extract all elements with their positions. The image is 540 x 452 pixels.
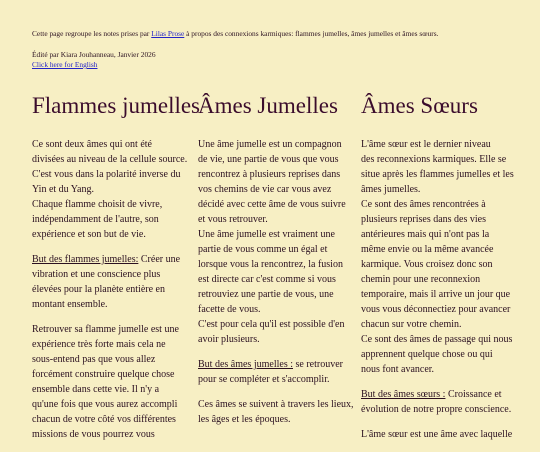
paragraph-first-line	[32, 252, 181, 267]
text-line: facette de vous.	[198, 304, 261, 315]
intro-text	[32, 29, 532, 39]
text-line: divisées au niveau de la cellule source.	[32, 154, 188, 165]
column-body	[198, 137, 354, 427]
goal-text: Croissance et	[445, 389, 502, 400]
text-line: même envie ou la même avancée	[361, 244, 494, 255]
column-ames-jumelles	[198, 91, 354, 437]
paragraph	[32, 322, 179, 442]
text-line: et vous retrouver.	[198, 214, 268, 225]
column-title: Âmes Jumelles	[198, 93, 338, 118]
text-line: vos chemins de vie car vous avez	[198, 184, 332, 195]
paragraph	[198, 357, 343, 387]
text-line: situe après les flammes jumelles et les	[361, 169, 514, 180]
column-flammes-jumelles	[32, 91, 201, 452]
text-line: évolution de notre propre conscience.	[361, 404, 512, 415]
text-line: C'est vous dans la polarité inverse du	[32, 169, 181, 180]
text-line: L'âme sœur est une âme avec laquelle	[361, 429, 513, 440]
paragraph	[32, 252, 181, 312]
goal-label: But des âmes jumelles :	[198, 359, 293, 370]
column-body	[361, 137, 514, 442]
text-line: karmique. Vous croisez donc son	[361, 259, 493, 270]
column-title: Âmes Sœurs	[361, 93, 478, 118]
text-line: Retrouver sa flamme jumelle est une	[32, 324, 179, 335]
paragraph	[361, 137, 514, 377]
goal-text: se retrouver	[293, 359, 343, 370]
text-line: Yin et du Yang.	[32, 184, 94, 195]
paragraph	[198, 137, 346, 347]
page-header	[32, 29, 532, 70]
text-line: vibration et une conscience plus	[32, 269, 161, 280]
text-line: indépendamment de l'autre, son	[32, 214, 159, 225]
paragraph	[361, 427, 513, 442]
text-line: est directe car c'est comme si vous	[198, 274, 336, 285]
paragraph-first-line	[198, 357, 343, 372]
text-line: les âges et les époques.	[198, 414, 291, 425]
text-line: chacun sur votre chemin.	[361, 319, 462, 330]
text-line: montant ensemble.	[32, 299, 108, 310]
columns	[32, 91, 532, 440]
text-line: forcément construire quelque chose	[32, 369, 175, 380]
text-line: partie de vous comme un égal et	[198, 244, 328, 255]
text-line: plusieurs reprises dans des vies	[361, 214, 486, 225]
text-line: L'âme sœur est le dernier niveau	[361, 139, 491, 150]
english-link[interactable]: Click here for English	[32, 60, 98, 69]
text-line: apprennent quelque chose ou qui	[361, 349, 493, 360]
text-line: qu'une fois que vous aurez accompli	[32, 399, 178, 410]
text-line: Ce sont deux âmes qui ont été	[32, 139, 152, 150]
text-line: Une âme jumelle est un compagnon	[198, 139, 342, 150]
text-line: sous-entend pas que vous allez	[32, 354, 156, 365]
text-line: avoir plusieurs.	[198, 334, 260, 345]
goal-text: Créer une	[138, 254, 181, 265]
author-link[interactable]: Lilas Prose	[151, 29, 185, 38]
text-line: expérience et son but de vie.	[32, 229, 146, 240]
text-line: décidé avec cette âme de vous suivre	[198, 199, 346, 210]
column-ames-soeurs	[361, 91, 514, 452]
edited-by: Édité par Kiara Jouhanneau, Janvier 2026	[32, 50, 156, 59]
text-line: missions de vous pourrez vous	[32, 429, 155, 440]
text-line: Ce sont des âmes rencontrées à	[361, 199, 486, 210]
text-line: chemin pour une reconnexion	[361, 274, 481, 285]
text-line: Une âme jumelle est vraiment une	[198, 229, 335, 240]
text-line: temporaire, mais il arrive un jour que	[361, 289, 511, 300]
text-line: ensemble dans cette vie. Il n'y a	[32, 384, 160, 395]
column-body	[32, 137, 188, 442]
text-line: antérieures mais qui n'ont pas la	[361, 229, 490, 240]
text-line: C'est pour cela qu'il est possible d'en	[198, 319, 345, 330]
text-line: rencontrez à plusieurs reprises dans	[198, 169, 341, 180]
goal-label: But des flammes jumelles:	[32, 254, 139, 265]
text-line: expérience très forte mais cela ne	[32, 339, 166, 350]
intro-before: Cette page regroupe les notes prises par	[32, 29, 152, 38]
paragraph	[198, 397, 354, 427]
text-line: Ce sont des âmes de passage qui nous	[361, 334, 513, 345]
paragraph-first-line	[361, 387, 501, 402]
text-line: pour se compléter et s'accomplir.	[198, 374, 330, 385]
goal-label: But des âmes sœurs :	[361, 389, 446, 400]
text-line: âmes jumelles.	[361, 184, 421, 195]
text-line: chacun de votre côté vos différentes	[32, 414, 176, 425]
intro-after: à propos des connexions karmiques: flammes jumelles, âmes jumelles et âmes sœurs.	[184, 29, 439, 38]
text-line: des reconnexions karmiques. Elle se	[361, 154, 507, 165]
paragraph	[361, 387, 512, 417]
text-line: retrouviez une partie de vous, une	[198, 289, 334, 300]
text-line: nous font avancer.	[361, 364, 435, 375]
text-line: Chaque flamme choisit de vivre,	[32, 199, 163, 210]
text-line: lorsque vous la rencontrez, la fusion	[198, 259, 343, 270]
text-line: élevées pour la planète entière en	[32, 284, 165, 295]
text-line: Ces âmes se suivent à travers les lieux,	[198, 399, 354, 410]
text-line: vous vous déconnectiez pour avancer	[361, 304, 511, 315]
paragraph	[32, 137, 188, 242]
column-title: Flammes jumelles	[32, 93, 201, 118]
text-line: de vie, une partie de vous que vous	[198, 154, 339, 165]
